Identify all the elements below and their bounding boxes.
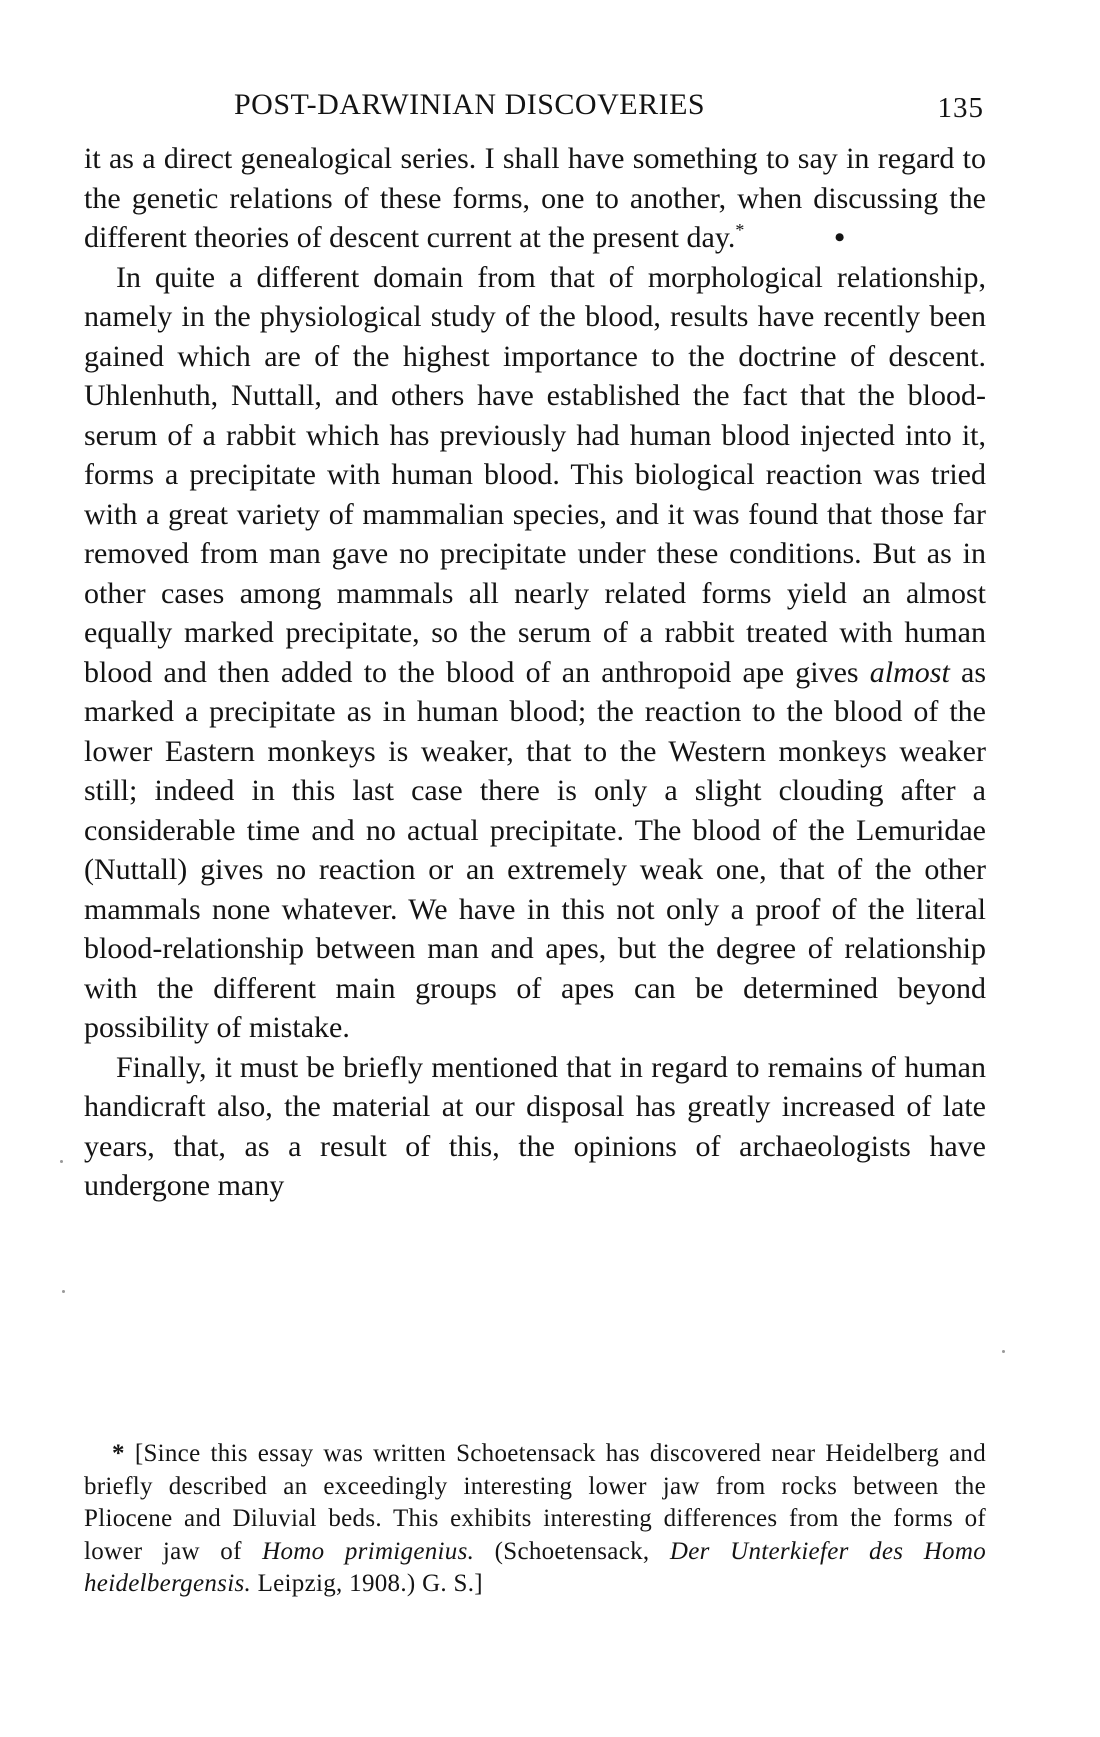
margin-speck [62, 1290, 65, 1293]
running-title: POST-DARWINIAN DISCOVERIES [234, 88, 706, 121]
footnote-text-b: (Schoetensack, [494, 1537, 650, 1565]
paragraph-blood-serum [84, 258, 986, 1048]
footnote-paragraph [84, 1438, 986, 1601]
stray-print-mark: • [834, 221, 845, 254]
page-number: 135 [937, 92, 984, 124]
paragraph-3-text: Finally, it must be briefly mentioned that in regard to remains of human handicraft also, the material at our disposal has greatly increased of late years, that, as a result of this, the opinions of archaeologists have undergone many [84, 1050, 986, 1202]
paragraph-2-text-b: as marked a precipitate as in human blood; the reaction to the blood of the lower Eastern monkeys is weaker, that to the Western monkeys weaker still; indeed in this last case there is only a slight clouding after a considerable time and no actual precipitate. The blood of the Lemuridae (Nuttall) gives no reaction or an extremely weak one, that of the other mammals none whatever. We have in this not only a proof of the literal blood-relationship between man and apes, but the degree of relationship with the different main groups of apes can be determined beyond possibility of mistake. [84, 655, 987, 1044]
margin-speck [60, 1160, 63, 1163]
paragraph-2-italic: almost [869, 655, 950, 689]
paragraph-2-text-a: In quite a different domain from that of morphological relationship, namely in the physiological study of the blood, results have recently been gained which are of the highest importance to the doctrine of descent. Uhlenhuth, Nuttall, and others have established the fact that the blood-serum of a rabbit which has previously had human blood injected into it, forms a precipitate with human blood. This biological reaction was tried with a great variety of mammalian species, and it was found that those far removed from man gave no precipitate under these conditions. But as in other cases among mammals all nearly related forms yield an almost equally marked precipitate, so the serum of a rabbit treated with human blood and then added to the blood of an anthropoid ape gives [84, 260, 986, 689]
margin-speck [1002, 1350, 1005, 1353]
footnote [84, 1438, 986, 1601]
running-head [84, 88, 984, 138]
footnote-reference: * [735, 220, 745, 240]
footnote-mark: * [112, 1440, 125, 1467]
body-text [84, 139, 986, 1206]
paragraph-1-text: it as a direct genealogical series. I shall have something to say in regard to the genetic relations of these forms, one to another, when discussing the different theories of descent current at the present day. [84, 142, 986, 254]
paragraph-continuation [84, 139, 986, 258]
paragraph-handicraft [84, 1048, 986, 1206]
footnote-italic-1: Homo primigenius. [262, 1537, 475, 1565]
footnote-text-a: [Since this essay was written Schoetensack has discovered near Heidelberg and briefly described an exceedingly interesting lower jaw from rocks between the Pliocene and Diluvial beds. This exhibits interesting differences from the forms of lower jaw of [84, 1440, 986, 1565]
footnote-italic-2: Der Unterkiefer des Homo heidelbergensis. [84, 1537, 987, 1597]
footnote-text-c: Leipzig, 1908.) G. S.] [257, 1570, 483, 1597]
